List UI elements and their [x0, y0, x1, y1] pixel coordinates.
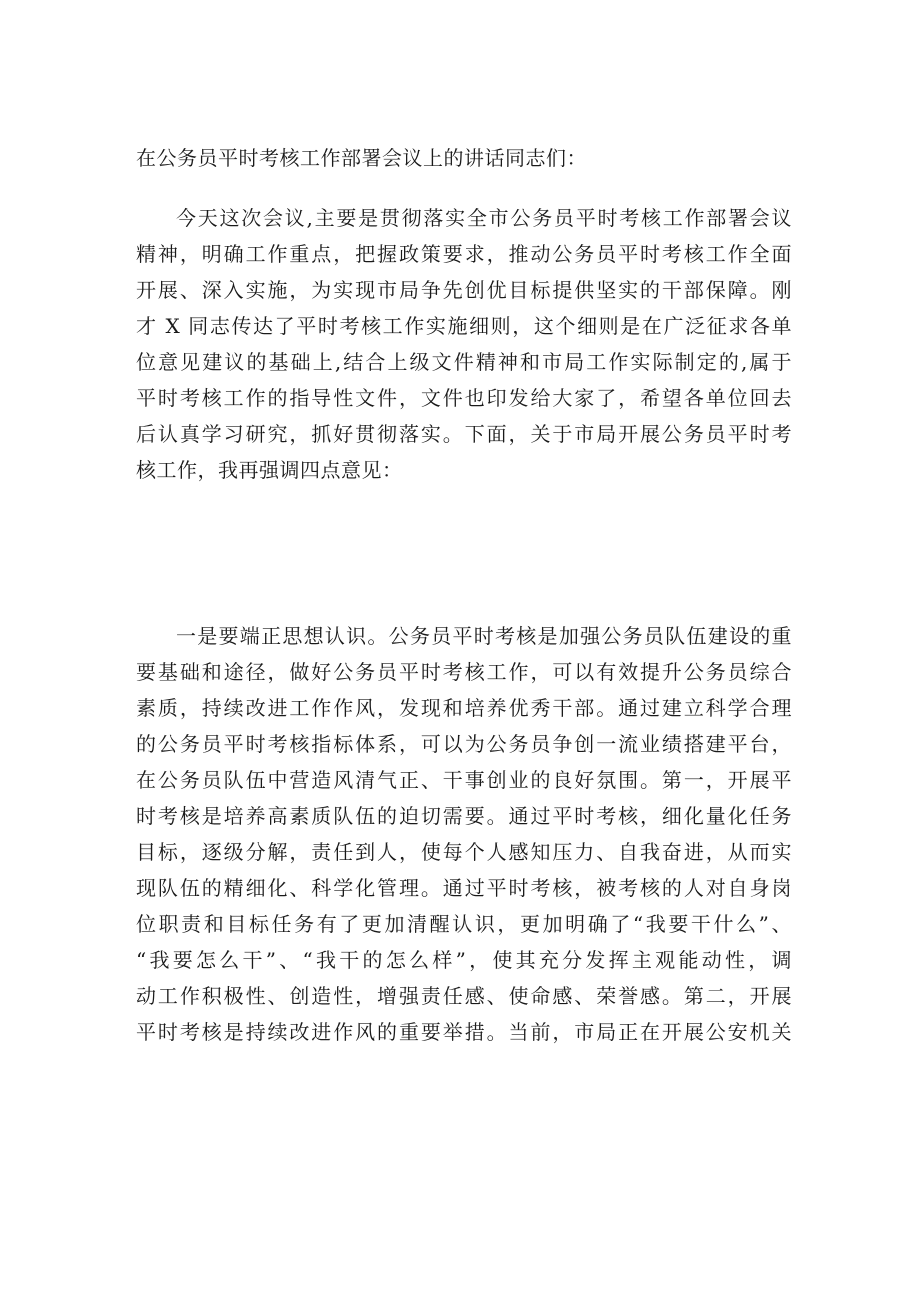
paragraph-1-line: 开展、深入实施，为实现市局争先创优目标提供坚实的干部保障。刚 [136, 278, 792, 302]
paragraph-1-line: 今天这次会议,主要是贯彻落实全市公务员平时考核工作部署会议 [176, 206, 792, 230]
paragraph-2-line: 时考核是培养高素质队伍的迫切需要。通过平时考核，细化量化任务 [136, 804, 792, 828]
paragraph-1-line: 位意见建议的基础上,结合上级文件精神和市局工作实际制定的,属于 [136, 350, 792, 374]
paragraph-1-line: 精神，明确工作重点，把握政策要求，推动公务员平时考核工作全面 [136, 242, 792, 266]
paragraph-1-line: 平时考核工作的指导性文件，文件也印发给大家了，希望各单位回去 [136, 386, 792, 410]
paragraph-2-line: “我要怎么干”、“我干的怎么样”，使其充分发挥主观能动性，调 [136, 948, 792, 972]
paragraph-2-line: 在公务员队伍中营造风清气正、干事创业的良好氛围。第一，开展平 [136, 768, 792, 792]
paragraph-2-line: 一是要端正思想认识。公务员平时考核是加强公务员队伍建设的重 [176, 624, 792, 648]
paragraph-2-line: 的公务员平时考核指标体系，可以为公务员争创一流业绩搭建平台， [136, 732, 792, 756]
paragraph-2-line: 现队伍的精细化、科学化管理。通过平时考核，被考核的人对自身岗 [136, 876, 792, 900]
paragraph-2-line: 素质，持续改进工作作风，发现和培养优秀干部。通过建立科学合理 [136, 696, 792, 720]
paragraph-2-line: 要基础和途径，做好公务员平时考核工作，可以有效提升公务员综合 [136, 660, 792, 684]
paragraph-2-line: 目标，逐级分解，责任到人，使每个人感知压力、自我奋进，从而实 [136, 840, 792, 864]
title-line: 在公务员平时考核工作部署会议上的讲话同志们： [136, 146, 587, 170]
paragraph-1-line: 核工作，我再强调四点意见： [136, 458, 403, 482]
paragraph-1 [136, 200, 792, 488]
paragraph-2-line: 平时考核是持续改进作风的重要举措。当前，市局正在开展公安机关 [136, 1020, 792, 1044]
title-line-block [136, 140, 792, 176]
paragraph-1-line: 后认真学习研究，抓好贯彻落实。下面，关于市局开展公务员平时考 [136, 422, 792, 446]
paragraph-2-line: 动工作积极性、创造性，增强责任感、使命感、荣誉感。第二，开展 [136, 984, 792, 1008]
paragraph-2 [136, 618, 792, 1050]
paragraph-1-line: 才 X 同志传达了平时考核工作实施细则，这个细则是在广泛征求各单 [136, 314, 792, 338]
paragraph-2-line: 位职责和目标任务有了更加清醒认识，更加明确了“我要干什么”、 [136, 912, 792, 936]
